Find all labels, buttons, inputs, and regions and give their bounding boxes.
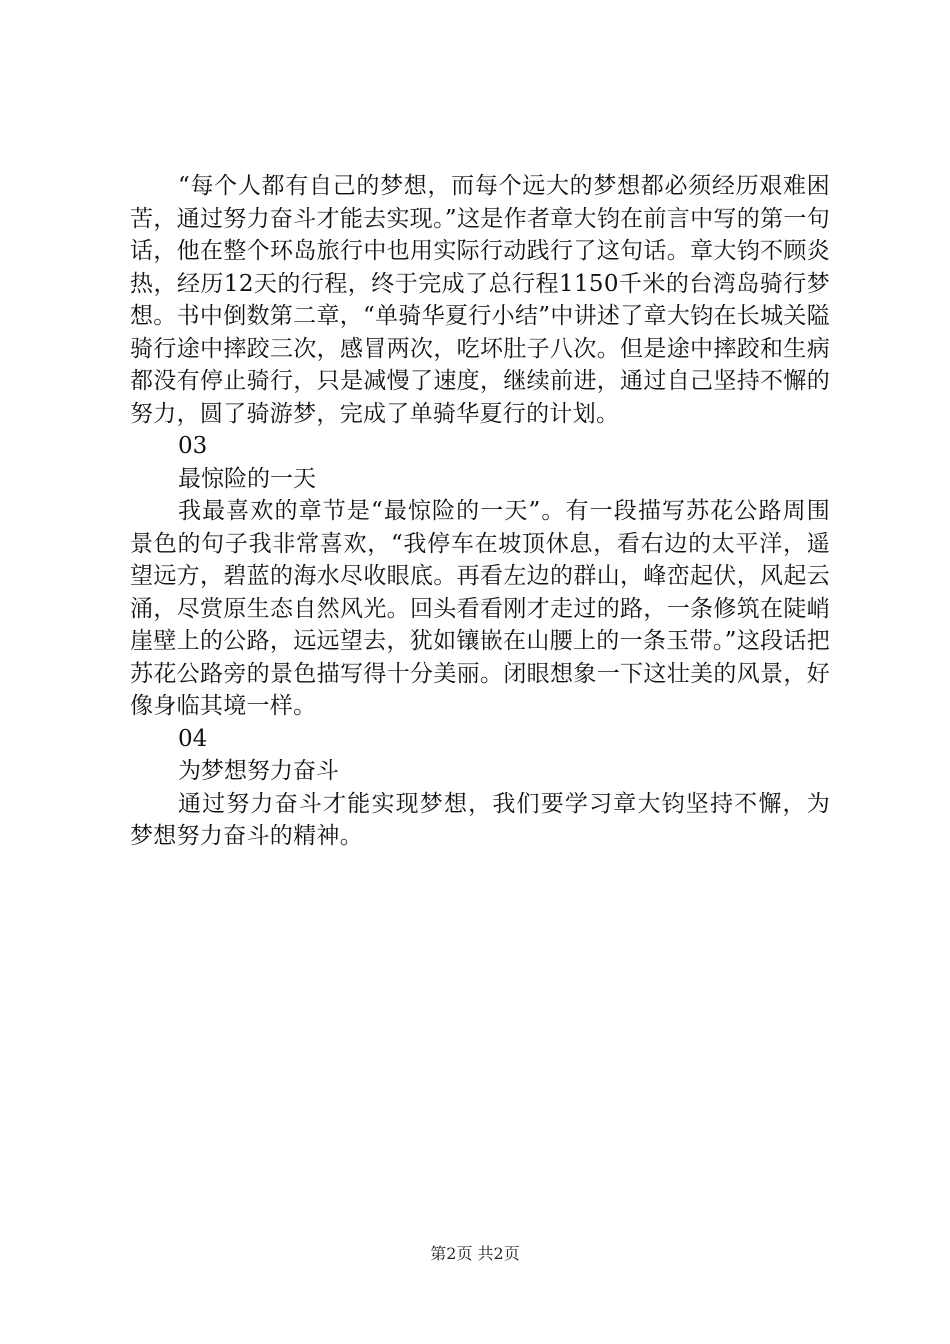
paragraph-intro: “每个人都有自己的梦想，而每个远大的梦想都必须经历艰难困苦，通过努力奋斗才能去实现。”这是作者章大钧在前言中写的第一句话，他在整个环岛旅行中也用实际行动践行了这句话。章大钧不顾炎热，经历12天的行程，终于完成了总行程1150千米的台湾岛骑行梦想。书中倒数第二章，“单骑华夏行小结”中讲述了章大钧在长城关隘骑行途中摔跤三次，感冒两次，吃坏肚子八次。但是途中摔跤和生病都没有停止骑行，只是减慢了速度，继续前进，通过自己坚持不懈的努力，圆了骑游梦，完成了单骑华夏行的计划。 xyxy=(130,173,830,427)
paragraph-conclusion: 通过努力奋斗才能实现梦想，我们要学习章大钧坚持不懈，为梦想努力奋斗的精神。 xyxy=(130,790,830,849)
page-footer: 第2页 共2页 xyxy=(430,1244,520,1263)
section-number-04: 04 xyxy=(178,725,208,752)
paragraph-favorite-chapter: 我最喜欢的章节是“最惊险的一天”。有一段描写苏花公路周围景色的句子我非常喜欢，“我停车在坡顶休息，看右边的太平洋，遥望远方，碧蓝的海水尽收眼底。再看左边的群山，峰峦起伏，风起云涌，尽赏原生态自然风光。回头看看刚才走过的路，一条修筑在陡峭崖壁上的公路，远远望去，犹如镶嵌在山腰上的一条玉带。”这段话把苏花公路旁的景色描写得十分美丽。闭眼想象一下这壮美的风景，好像身临其境一样。 xyxy=(130,498,830,719)
section-title-most-thrilling-day: 最惊险的一天 xyxy=(178,465,316,492)
section-title-strive-for-dream: 为梦想努力奋斗 xyxy=(178,758,339,784)
section-number-03: 03 xyxy=(178,433,208,459)
document-body xyxy=(130,170,830,853)
